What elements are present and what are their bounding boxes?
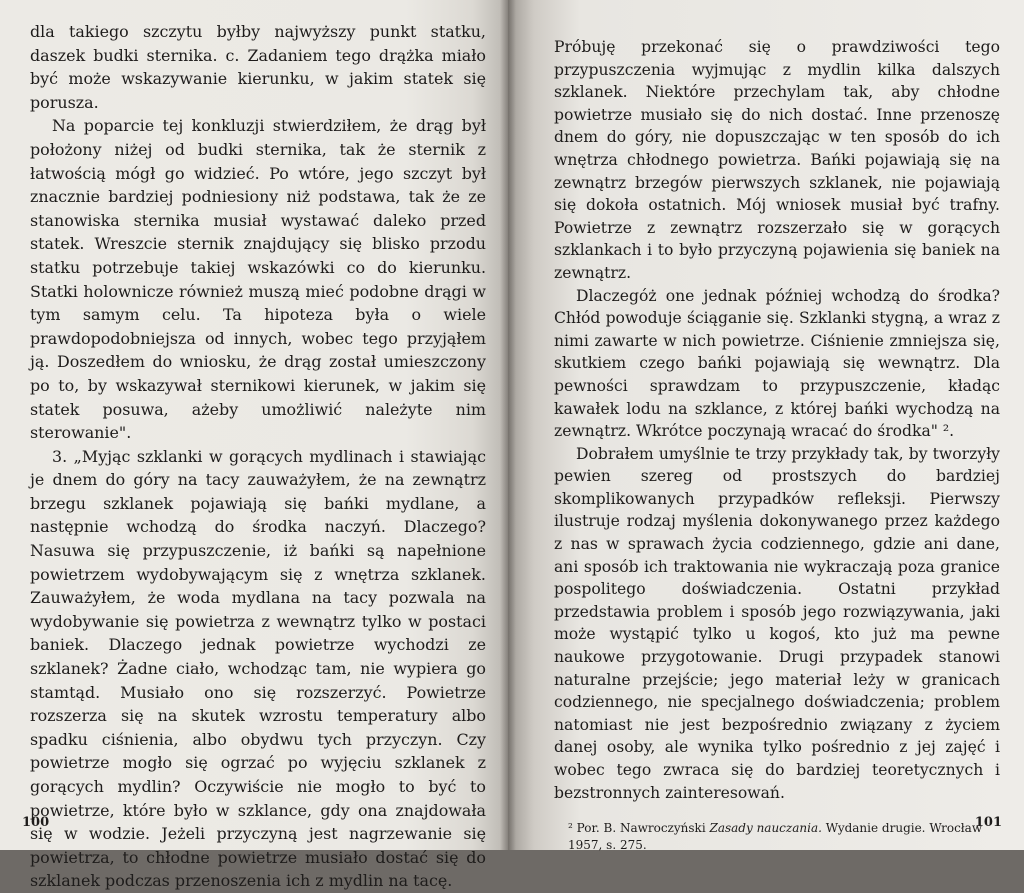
- footnote-title: Zasady nauczania.: [709, 821, 822, 836]
- left-paragraph-1: dla takiego szczytu byłby najwyższy punkt statku, daszek budki sternika. c. Zadaniem tego drążka miało być może wskazywanie kierunku, w jakim statek się porusza.: [30, 22, 486, 112]
- right-page-number: 101: [974, 815, 1002, 830]
- right-paragraph-2: Dlaczegóż one jednak później wchodzą do środka? Chłód powoduje ściąganie się. Szklanki stygną, a wraz z nimi zawarte w nich powietrze. Ciśnienie zmniejsza się, skutkiem czego bańki pojawiają się wewnątrz. Dla pewności sprawdzam to przypuszczenie, kładąc kawałek lodu na szklance, z której bańki wychodzą na zewnątrz. Wkrótce poczynają wracać do środka" ².: [554, 286, 1000, 441]
- right-page: [508, 0, 1024, 853]
- left-page-number: 100: [22, 815, 50, 830]
- left-paragraph-2: Na poparcie tej konkluzji stwierdziłem, że drąg był położony niżej od budki sternika, tak że sternik z łatwością mógł go widzieć. Po wtóre, jego szczyt był znacznie bardziej podniesiony niż podstawa, tak że ze stanowiska sternika musiał wystawać daleko przed statek. Wreszcie sternik znajdujący się blisko przodu statku potrzebuje takiej wskazówki co do kierunku. Statki holownicze również muszą mieć podobne drągi w tym samym celu. Ta hipoteza była o wiele prawdopodobniejsza od innych, wobec tego przyjąłem ją. Doszedłem do wniosku, że drąg został umieszczony po to, by wskazywał sternikowi kierunek, w jakim się statek posuwa, ażeby umożliwić należyte nim sterowanie".: [30, 116, 486, 443]
- footnote-marker: ²: [568, 821, 573, 836]
- footnote: [568, 820, 1000, 854]
- footnote-suffix: Wydanie drugie. Wrocław 1957, s. 275.: [568, 821, 983, 853]
- footnote-prefix: Por. B. Nawroczyński: [576, 821, 706, 836]
- left-page: [0, 0, 508, 891]
- left-paragraph-3: 3. „Myjąc szklanki w gorących mydlinach i stawiając je dnem do góry na tacy zauważyłem, że na zewnątrz brzegu szklanek pojawiają się bańki mydlane, a następnie wchodzą do środka naczyń. Dlaczego? Nasuwa się przypuszczenie, iż bańki są napełnione powietrzem wydobywającym się z wnętrza szklanek. Zauważyłem, że woda mydlana na tacy pozwala na wydobywanie się powietrza z wewnątrz tylko w postaci baniek. Dlaczego jednak powietrze wychodzi ze szklanek? Żadne ciało, wchodząc tam, nie wypiera go stamtąd. Musiało ono się rozszerzyć. Powietrze rozszerza się na skutek wzrostu temperatury albo spadku ciśnienia, albo obydwu tych przyczyn. Czy powietrze mogło się ogrzać po wyjęciu szklanek z gorących mydlin? Oczywiście nie mogło to być to powietrze, które było w szklance, gdy ona znajdowała się w wodzie. Jeżeli przyczyną jest nagrzewanie się powietrza, to chłodne powietrze musiało dostać się do szklanek podczas przenoszenia ich z mydlin na tacę.: [30, 446, 486, 891]
- right-paragraph-1: Próbuję przekonać się o prawdziwości tego przypuszczenia wyjmując z mydlin kilka dalszych szklanek. Niektóre przechylam tak, aby chłodne powietrze musiało się do nich dostać. Inne przenoszę dnem do góry, nie dopuszczając w ten sposób do ich wnętrza chłodnego powietrza. Bańki pojawiają się na zewnątrz brzegów pierwszych szklanek, nie pojawiają się dokoła ostatnich. Mój wniosek musiał być trafny. Powietrze z zewnątrz rozszerzało się w gorących szklankach i to było przyczyną pojawienia się baniek na zewnątrz.: [554, 38, 1000, 282]
- right-paragraph-3: Dobrałem umyślnie te trzy przykłady tak, by tworzyły pewien szereg od prostszych do bardziej skomplikowanych przypadków refleksji. Pierwszy ilustruje rodzaj myślenia dokonywanego przez każdego z nas w sprawach życia codziennego, gdzie ani dane, ani sposób ich traktowania nie wykraczają poza granice pospolitego doświadczenia. Ostatni przykład przedstawia problem i sposób jego rozwiązywania, jaki może wystąpić tylko u kogoś, kto już ma pewne naukowe przygotowanie. Drugi przypadek stanowi naturalne przejście; jego materiał leży w granicach codziennego, nie specjalnego doświadczenia; problem natomiast nie jest bezpośrednio związany z życiem danej osoby, ale wynika tylko pośrednio z jej zajęć i wobec tego zwraca się do bardziej teoretycznych i bezstronnych zainteresowań.: [554, 444, 1000, 802]
